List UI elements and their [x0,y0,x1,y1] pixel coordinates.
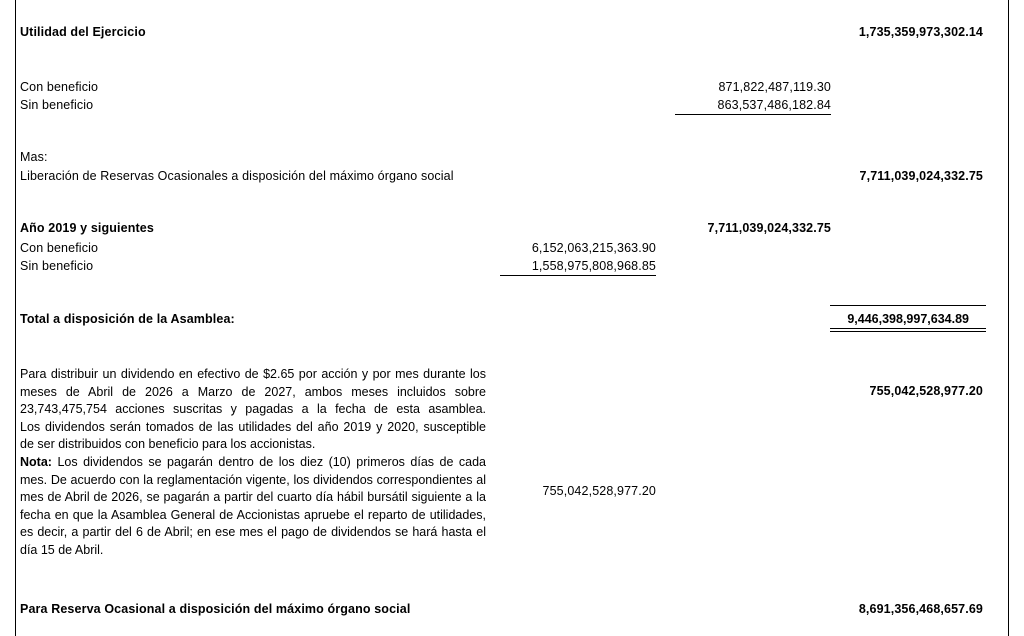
row-label-reserva-ocasional: Para Reserva Ocasional a disposición del máximo órgano social [20,602,411,616]
row-label-total-a-disposicion-asamblea: Total a disposición de la Asamblea: [20,312,235,326]
row-value-anio-2019-y-siguientes: 7,711,039,024,332.75 [707,221,831,235]
page-border-right [1008,0,1009,636]
subtotal-underline-grupo-1 [675,114,831,115]
row-label-utilidad-del-ejercicio: Utilidad del Ejercicio [20,25,146,39]
row-label-anio-2019-y-siguientes: Año 2019 y siguientes [20,221,154,235]
paragraph-origen-utilidades: Los dividendos serán tomados de las utilidades del año 2019 y 2020, susceptible de ser distribuidos con beneficio para los accionistas. [20,419,486,452]
row-value-sin-beneficio-2: 1,558,975,808,968.85 [531,259,656,273]
row-value-liberacion-reservas: 7,711,039,024,332.75 [859,169,983,183]
row-value-dividendo-detalle: 755,042,528,977.20 [542,484,656,498]
row-value-utilidad-del-ejercicio: 1,735,359,973,302.14 [858,25,983,39]
dividend-description-block [20,366,486,560]
row-value-total-a-disposicion-asamblea: 9,446,398,997,634.89 [847,312,969,326]
row-value-con-beneficio-2: 6,152,063,215,363.90 [531,241,656,255]
nota-label: Nota: [20,454,52,469]
subtotal-underline-grupo-2 [500,275,656,276]
row-value-reserva-ocasional: 8,691,356,468,657.69 [858,602,983,616]
row-value-con-beneficio-1: 871,822,487,119.30 [718,80,831,94]
row-label-mas: Mas: [20,150,48,164]
row-value-sin-beneficio-1: 863,537,486,182.84 [717,98,831,112]
row-label-sin-beneficio-2: Sin beneficio [20,259,94,273]
nota-body: Los dividendos se pagarán dentro de los diez (10) primeros días de cada mes. De acuerdo con la reglamentación vigente, los dividendos correspondientes al mes de Abril de 2026, se pagarán a partir del cuarto día hábil bursátil siguiente a la fecha en que la Asamblea General de Accionistas apruebe el reparto de utilidades, es decir, a partir del 6 de Abril; en ese mes el pago de dividendos se hará hasta el día 15 de Abril. [20,454,486,557]
row-value-dividendo-total: 755,042,528,977.20 [869,384,983,398]
page-border-left [15,0,16,636]
row-label-con-beneficio-2: Con beneficio [20,241,99,255]
paragraph-nota [20,454,486,560]
row-label-con-beneficio-1: Con beneficio [20,80,99,94]
paragraph-dividendo-detalle: Para distribuir un dividendo en efectivo de $2.65 por acción y por mes durante los meses de Abril de 2026 a Marzo de 2027, ambos meses incluidos sobre 23,743,475,754 acciones suscritas y pagadas a la fecha de esta asamblea. [20,367,486,417]
row-label-sin-beneficio-1: Sin beneficio [20,98,94,112]
row-label-liberacion-reservas: Liberación de Reservas Ocasionales a disposición del máximo órgano social [20,169,454,183]
